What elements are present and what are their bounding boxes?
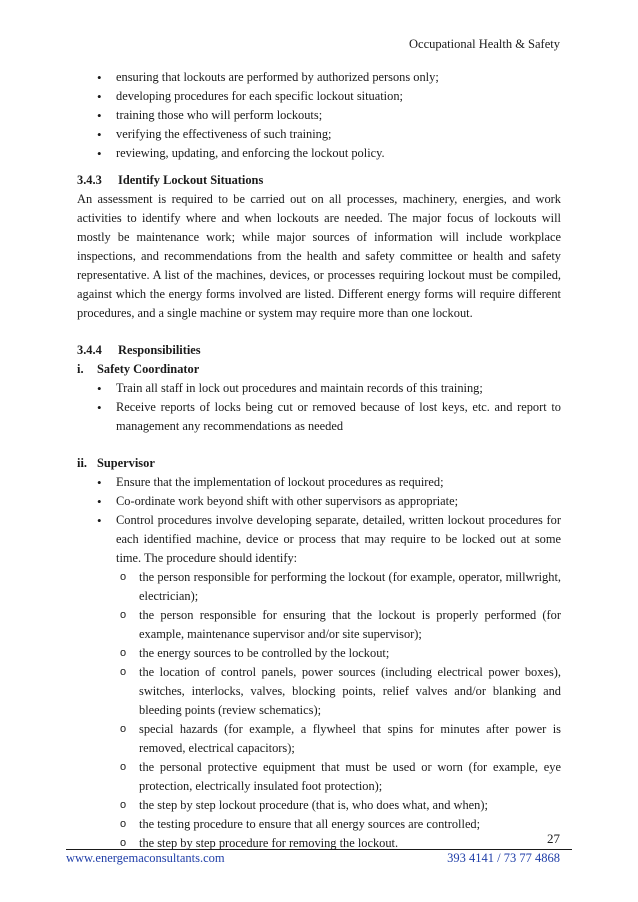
subheading-title: Supervisor	[97, 456, 155, 470]
list-item: • developing procedures for each specific lockout situation;	[77, 87, 561, 106]
procedure-sub-list	[77, 568, 561, 853]
list-item: • ensuring that lockouts are performed by authorized persons only;	[77, 68, 561, 87]
list-item: o the location of control panels, power sources (including electrical power boxes), switches, interlocks, valves, blocking points, relief valves and/or blanking and bleeding points (review schematics);	[77, 663, 561, 720]
spacer	[77, 436, 561, 454]
page-number: 27	[547, 831, 560, 846]
list-item: o the person responsible for ensuring that the lockout is properly performed (for example, maintenance supervisor and/or site supervisor);	[77, 606, 561, 644]
list-item: o the energy sources to be controlled by the lockout;	[77, 644, 561, 663]
list-item: o the person responsible for performing the lockout (for example, operator, millwright, electrician);	[77, 568, 561, 606]
list-item: • Co-ordinate work beyond shift with other supervisors as appropriate;	[77, 492, 561, 511]
footer-phone: 393 4141 / 73 77 4868	[447, 851, 560, 865]
footer-divider	[66, 849, 572, 850]
intro-bullet-list	[77, 68, 561, 163]
section-paragraph: An assessment is required to be carried out on all processes, machinery, energies, and work activities to identify where and when lockouts are needed. The major focus of lockouts will mostly be maintenance work; while major sources of information will include workplace inspections, and recommendations from the health and safety committee or health and safety representative. A list of the machines, devices, or processes requiring lockout must be compiled, against which the energy forms involved are listed. Different energy forms will require different procedures, and a single machine or system may require more than one lockout.	[77, 192, 561, 320]
section-heading-344	[77, 341, 561, 360]
list-item: • reviewing, updating, and enforcing the lockout policy.	[77, 144, 561, 163]
spacer	[77, 323, 561, 341]
section-title: Identify Lockout Situations	[118, 173, 264, 187]
list-item: • Control procedures involve developing separate, detailed, written lockout procedures for each identified machine, device or process that may require to be locked out at some time. The procedure should identify:	[77, 511, 561, 568]
list-item: • Train all staff in lock out procedures and maintain records of this training;	[77, 379, 561, 398]
roman-numeral: ii.	[77, 456, 87, 470]
list-item: o the step by step procedure for removing the lockout.	[77, 834, 561, 853]
list-item: • Ensure that the implementation of lockout procedures as required;	[77, 473, 561, 492]
subheading-supervisor	[77, 454, 561, 473]
list-item: o the testing procedure to ensure that all energy sources are controlled;	[77, 815, 561, 834]
spacer	[77, 163, 561, 171]
supervisor-list	[77, 473, 561, 568]
page-content	[77, 68, 561, 853]
list-item: o the personal protective equipment that must be used or worn (for example, eye protection, electrically insulated foot protection);	[77, 758, 561, 796]
roman-numeral: i.	[77, 362, 84, 376]
footer-website-link[interactable]: www.energemaconsultants.com	[66, 851, 225, 865]
list-item: o the step by step lockout procedure (that is, who does what, and when);	[77, 796, 561, 815]
subheading-safety-coordinator	[77, 360, 561, 379]
list-item: o special hazards (for example, a flywheel that spins for minutes after power is removed, electrical capacitors);	[77, 720, 561, 758]
section-number: 3.4.3	[77, 173, 102, 187]
running-header: Occupational Health & Safety	[409, 37, 560, 51]
section-title: Responsibilities	[118, 343, 201, 357]
section-heading-343	[77, 171, 561, 190]
subheading-title: Safety Coordinator	[97, 362, 200, 376]
list-item: • training those who will perform lockouts;	[77, 106, 561, 125]
section-number: 3.4.4	[77, 343, 102, 357]
safety-coordinator-list	[77, 379, 561, 436]
list-item: • Receive reports of locks being cut or removed because of lost keys, etc. and report to management any recommendations as needed	[77, 398, 561, 436]
list-item: • verifying the effectiveness of such training;	[77, 125, 561, 144]
